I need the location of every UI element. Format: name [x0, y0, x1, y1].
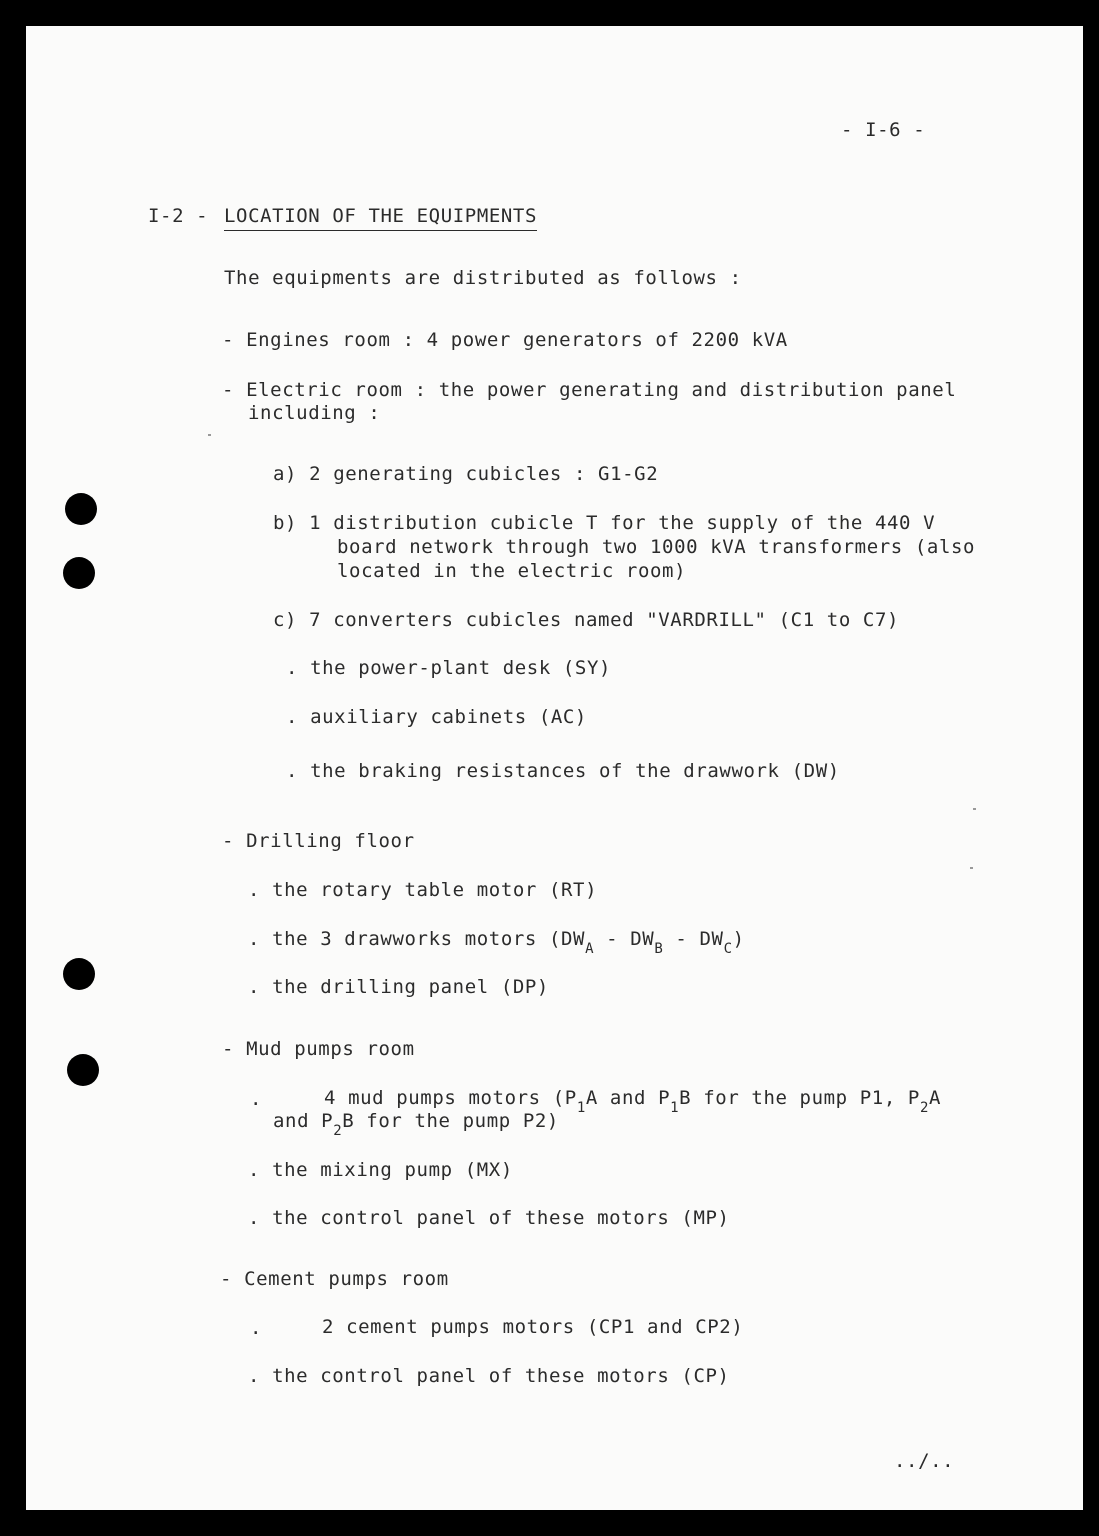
punch-hole [63, 557, 95, 589]
bullet-dot: . [250, 1317, 263, 1339]
intro-text: The equipments are distributed as follows : [224, 267, 742, 289]
cement-pumps-motors-line: 2 cement pumps motors (CP1 and CP2) [322, 1316, 744, 1338]
speck [970, 867, 973, 869]
speck [973, 808, 976, 810]
electric-room-line-2: including : [248, 402, 381, 424]
section-number: I-2 - [148, 205, 209, 227]
list-item-b: b) 1 distribution cubicle T for the supply of the 440 V [273, 512, 936, 534]
punch-hole [67, 1054, 99, 1086]
page-number: - I-6 - [841, 119, 926, 141]
list-item-c: c) 7 converters cubicles named "VARDRILL" (C1 to C7) [273, 609, 900, 631]
bullet-power-plant-desk: . the power-plant desk (SY) [286, 657, 612, 679]
section-title: LOCATION OF THE EQUIPMENTS [224, 204, 537, 231]
punch-hole [65, 493, 97, 525]
drilling-floor-heading: - Drilling floor [222, 830, 415, 852]
mud-pumps-heading: - Mud pumps room [222, 1038, 415, 1060]
bullet-dot: . [250, 1088, 263, 1110]
bullet-cement-control-panel: . the control panel of these motors (CP) [248, 1365, 730, 1387]
bullet-drilling-panel: . the drilling panel (DP) [248, 976, 549, 998]
list-item-b-line-2: board network through two 1000 kVA transformers (also [337, 536, 976, 558]
bullet-braking-resistances: . the braking resistances of the drawwork (DW) [286, 760, 840, 782]
engines-room-line: - Engines room : 4 power generators of 2200 kVA [222, 329, 788, 351]
list-item-b-line-3: located in the electric room) [337, 560, 687, 582]
cement-pumps-heading: - Cement pumps room [220, 1268, 449, 1290]
electric-room-line: - Electric room : the power generating and distribution panel [222, 379, 957, 401]
list-item-a: a) 2 generating cubicles : G1-G2 [273, 463, 659, 485]
bullet-drawworks-motors: . the 3 drawworks motors $(DW_A - DW_B - DW_C)$ [248, 928, 745, 957]
continuation-mark: ../.. [894, 1450, 955, 1472]
mud-pumps-motors-line-2: and $P_2B$ for the pump P2) [273, 1110, 559, 1139]
speck [208, 434, 211, 436]
bullet-mixing-pump: . the mixing pump (MX) [248, 1159, 513, 1181]
bullet-rotary-table: . the rotary table motor (RT) [248, 879, 598, 901]
bullet-auxiliary-cabinets: . auxiliary cabinets (AC) [286, 706, 587, 728]
punch-hole [63, 958, 95, 990]
bullet-mud-control-panel: . the control panel of these motors (MP) [248, 1207, 730, 1229]
mud-pumps-motors-line: 4 mud pumps motors ($P_1A$ and $P_1B$ for the pump P1, $P_2A$ [324, 1087, 942, 1116]
